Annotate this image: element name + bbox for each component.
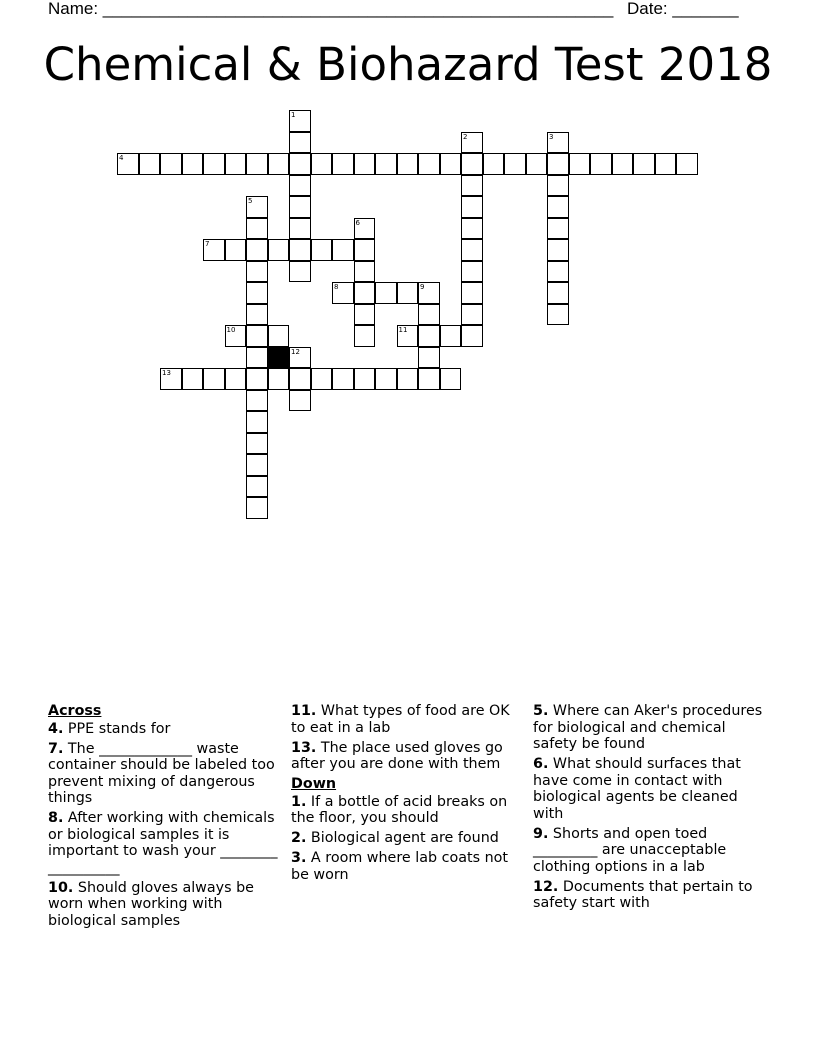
- grid-cell[interactable]: [268, 153, 290, 175]
- grid-cell[interactable]: [246, 218, 268, 240]
- grid-cell[interactable]: [461, 239, 483, 261]
- grid-cell[interactable]: [440, 325, 462, 347]
- grid-cell[interactable]: [246, 454, 268, 476]
- down-heading: Down: [291, 776, 337, 792]
- clue-down-6: [533, 756, 765, 822]
- clue-text: If a bottle of acid breaks on the floor, you should: [291, 793, 508, 826]
- clue-number: 8.: [48, 810, 64, 826]
- clue-down-12: [533, 879, 765, 912]
- clues-column-2: [291, 703, 523, 887]
- grid-cell[interactable]: [547, 261, 569, 283]
- grid-cell[interactable]: [182, 153, 204, 175]
- grid-cell[interactable]: [246, 325, 268, 347]
- grid-cell[interactable]: [504, 153, 526, 175]
- clue-text: Should gloves always be worn when working with biological samples: [48, 879, 254, 929]
- grid-cell[interactable]: [547, 218, 569, 240]
- grid-cell[interactable]: [246, 390, 268, 412]
- clue-text: Biological agent are found: [306, 830, 499, 846]
- clue-across-7: [48, 741, 280, 807]
- across-heading: Across: [48, 703, 102, 719]
- grid-cell[interactable]: [246, 433, 268, 455]
- clue-text: The place used gloves go after you are done with them: [291, 739, 503, 772]
- grid-cell[interactable]: [440, 368, 462, 390]
- grid-cell[interactable]: [268, 368, 290, 390]
- cell-number: 5: [248, 197, 253, 205]
- grid-cell[interactable]: [547, 239, 569, 261]
- cell-number: 10: [226, 326, 236, 334]
- grid-cell[interactable]: [354, 325, 376, 347]
- grid-cell[interactable]: [289, 368, 311, 390]
- grid-cell[interactable]: [590, 153, 612, 175]
- grid-cell[interactable]: [311, 239, 333, 261]
- clue-number: 13.: [291, 739, 317, 756]
- grid-cell[interactable]: [268, 325, 290, 347]
- cell-number: 11: [398, 326, 408, 334]
- clue-text: Documents that pertain to safety start with: [533, 878, 753, 911]
- grid-cell[interactable]: [289, 239, 311, 261]
- grid-cell[interactable]: [461, 261, 483, 283]
- cell-number: 7: [205, 240, 210, 248]
- grid-cell[interactable]: [332, 239, 354, 261]
- grid-cell[interactable]: [461, 282, 483, 304]
- clue-across-13: [291, 740, 523, 773]
- cell-number: 1: [291, 111, 296, 119]
- grid-cell[interactable]: [246, 497, 268, 519]
- date-field[interactable]: Date: _______: [627, 0, 739, 18]
- grid-cell[interactable]: [225, 239, 247, 261]
- grid-cell[interactable]: [268, 239, 290, 261]
- grid-cell[interactable]: [547, 304, 569, 326]
- grid-cell[interactable]: [311, 368, 333, 390]
- grid-cell[interactable]: [397, 368, 419, 390]
- name-field[interactable]: Name: ______________________________________________________: [48, 0, 614, 18]
- clue-text: PPE stands for: [63, 720, 171, 737]
- grid-cell[interactable]: [655, 153, 677, 175]
- grid-cell[interactable]: [354, 261, 376, 283]
- cell-number: 6: [355, 218, 360, 227]
- grid-cell[interactable]: [246, 153, 268, 175]
- clue-down-5: [533, 703, 765, 753]
- cell-number: 13: [162, 369, 171, 377]
- clue-down-2: [291, 830, 523, 847]
- clue-across-11: [291, 703, 523, 736]
- grid-cell[interactable]: [139, 153, 161, 175]
- grid-cell[interactable]: [461, 175, 483, 197]
- grid-cell[interactable]: [203, 153, 225, 175]
- grid-cell[interactable]: [246, 368, 268, 390]
- grid-cell[interactable]: [246, 411, 268, 433]
- grid-cell[interactable]: [246, 347, 268, 369]
- grid-cell[interactable]: [225, 368, 247, 390]
- clue-text: Where can Aker's procedures for biological and chemical safety be found: [533, 703, 763, 752]
- clue-number: 3.: [291, 850, 307, 866]
- grid-cell[interactable]: [612, 153, 634, 175]
- grid-cell[interactable]: [418, 347, 440, 369]
- clues-column-1: [48, 703, 280, 933]
- grid-cell[interactable]: [354, 239, 376, 261]
- grid-cell[interactable]: [354, 368, 376, 390]
- black-square: [268, 347, 290, 369]
- page-title: Chemical & Biohazard Test 2018: [43, 38, 773, 91]
- grid-cell[interactable]: [354, 304, 376, 326]
- grid-cell[interactable]: [182, 368, 204, 390]
- grid-cell[interactable]: [526, 153, 548, 175]
- clue-text: Shorts and open toed _________ are unacceptable clothing options in a lab: [533, 825, 727, 875]
- grid-cell[interactable]: [160, 153, 182, 175]
- grid-cell[interactable]: [289, 153, 311, 175]
- clue-number: 6.: [533, 756, 549, 772]
- grid-cell[interactable]: [633, 153, 655, 175]
- clue-number: 10.: [48, 879, 74, 896]
- cell-number: 2: [463, 132, 468, 141]
- grid-cell[interactable]: [289, 175, 311, 197]
- grid-cell[interactable]: [676, 153, 698, 175]
- clue-across-4: [48, 721, 280, 738]
- grid-cell[interactable]: [225, 153, 247, 175]
- grid-cell[interactable]: [547, 196, 569, 218]
- grid-cell[interactable]: [311, 153, 333, 175]
- clue-text: A room where lab coats not be worn: [291, 850, 508, 883]
- clue-down-9: [533, 826, 765, 876]
- grid-cell[interactable]: [483, 153, 505, 175]
- clue-number: 11.: [291, 703, 317, 719]
- clue-across-10: [48, 880, 280, 930]
- clue-number: 7.: [48, 740, 64, 757]
- grid-cell[interactable]: [461, 325, 483, 347]
- clue-text: What should surfaces that have come in contact with biological agents be cleaned with: [533, 756, 741, 822]
- grid-cell[interactable]: [418, 304, 440, 326]
- grid-cell[interactable]: [418, 153, 440, 175]
- grid-cell[interactable]: [461, 153, 483, 175]
- clue-text: What types of food are OK to eat in a lab: [291, 703, 510, 736]
- grid-cell[interactable]: [547, 282, 569, 304]
- grid-cell[interactable]: [332, 153, 354, 175]
- grid-cell[interactable]: [289, 132, 311, 154]
- grid-cell[interactable]: [289, 261, 311, 283]
- grid-cell[interactable]: [354, 153, 376, 175]
- clue-number: 9.: [533, 825, 549, 842]
- grid-cell[interactable]: [418, 368, 440, 390]
- grid-cell[interactable]: [246, 282, 268, 304]
- grid-cell[interactable]: [289, 390, 311, 412]
- clue-across-8: [48, 810, 280, 876]
- clues-column-3: [533, 703, 765, 915]
- cell-number: 9: [420, 283, 425, 291]
- clue-down-1: [291, 794, 523, 827]
- grid-cell[interactable]: [397, 282, 419, 304]
- grid-cell[interactable]: [461, 304, 483, 326]
- grid-cell[interactable]: [246, 261, 268, 283]
- grid-cell[interactable]: [547, 153, 569, 175]
- grid-cell[interactable]: [289, 196, 311, 218]
- clue-number: 4.: [48, 720, 64, 737]
- clue-number: 2.: [291, 830, 307, 846]
- grid-cell[interactable]: [375, 282, 397, 304]
- clue-down-3: [291, 850, 523, 883]
- clue-text: The _____________ waste container should be labeled too prevent mixing of dangerous things: [48, 740, 275, 806]
- clue-number: 12.: [533, 878, 559, 895]
- grid-cell[interactable]: [246, 239, 268, 261]
- grid-cell[interactable]: [332, 368, 354, 390]
- grid-cell[interactable]: [397, 153, 419, 175]
- grid-cell[interactable]: [289, 218, 311, 240]
- cell-number: 8: [334, 283, 339, 291]
- grid-cell[interactable]: [461, 196, 483, 218]
- grid-cell[interactable]: [461, 218, 483, 240]
- clue-number: 5.: [533, 703, 549, 719]
- cell-number: 4: [119, 154, 124, 162]
- grid-cell[interactable]: [203, 368, 225, 390]
- grid-cell[interactable]: [547, 175, 569, 197]
- grid-cell[interactable]: [418, 325, 440, 347]
- grid-cell[interactable]: [354, 282, 376, 304]
- clue-number: 1.: [291, 793, 307, 810]
- cell-number: 3: [549, 132, 554, 141]
- grid-cell[interactable]: [569, 153, 591, 175]
- cell-number: 12: [291, 347, 300, 356]
- grid-cell[interactable]: [246, 476, 268, 498]
- grid-cell[interactable]: [375, 153, 397, 175]
- grid-cell[interactable]: [246, 304, 268, 326]
- grid-cell[interactable]: [375, 368, 397, 390]
- grid-cell[interactable]: [440, 153, 462, 175]
- clue-text: After working with chemicals or biological samples it is important to wash your ________ __________: [48, 810, 278, 876]
